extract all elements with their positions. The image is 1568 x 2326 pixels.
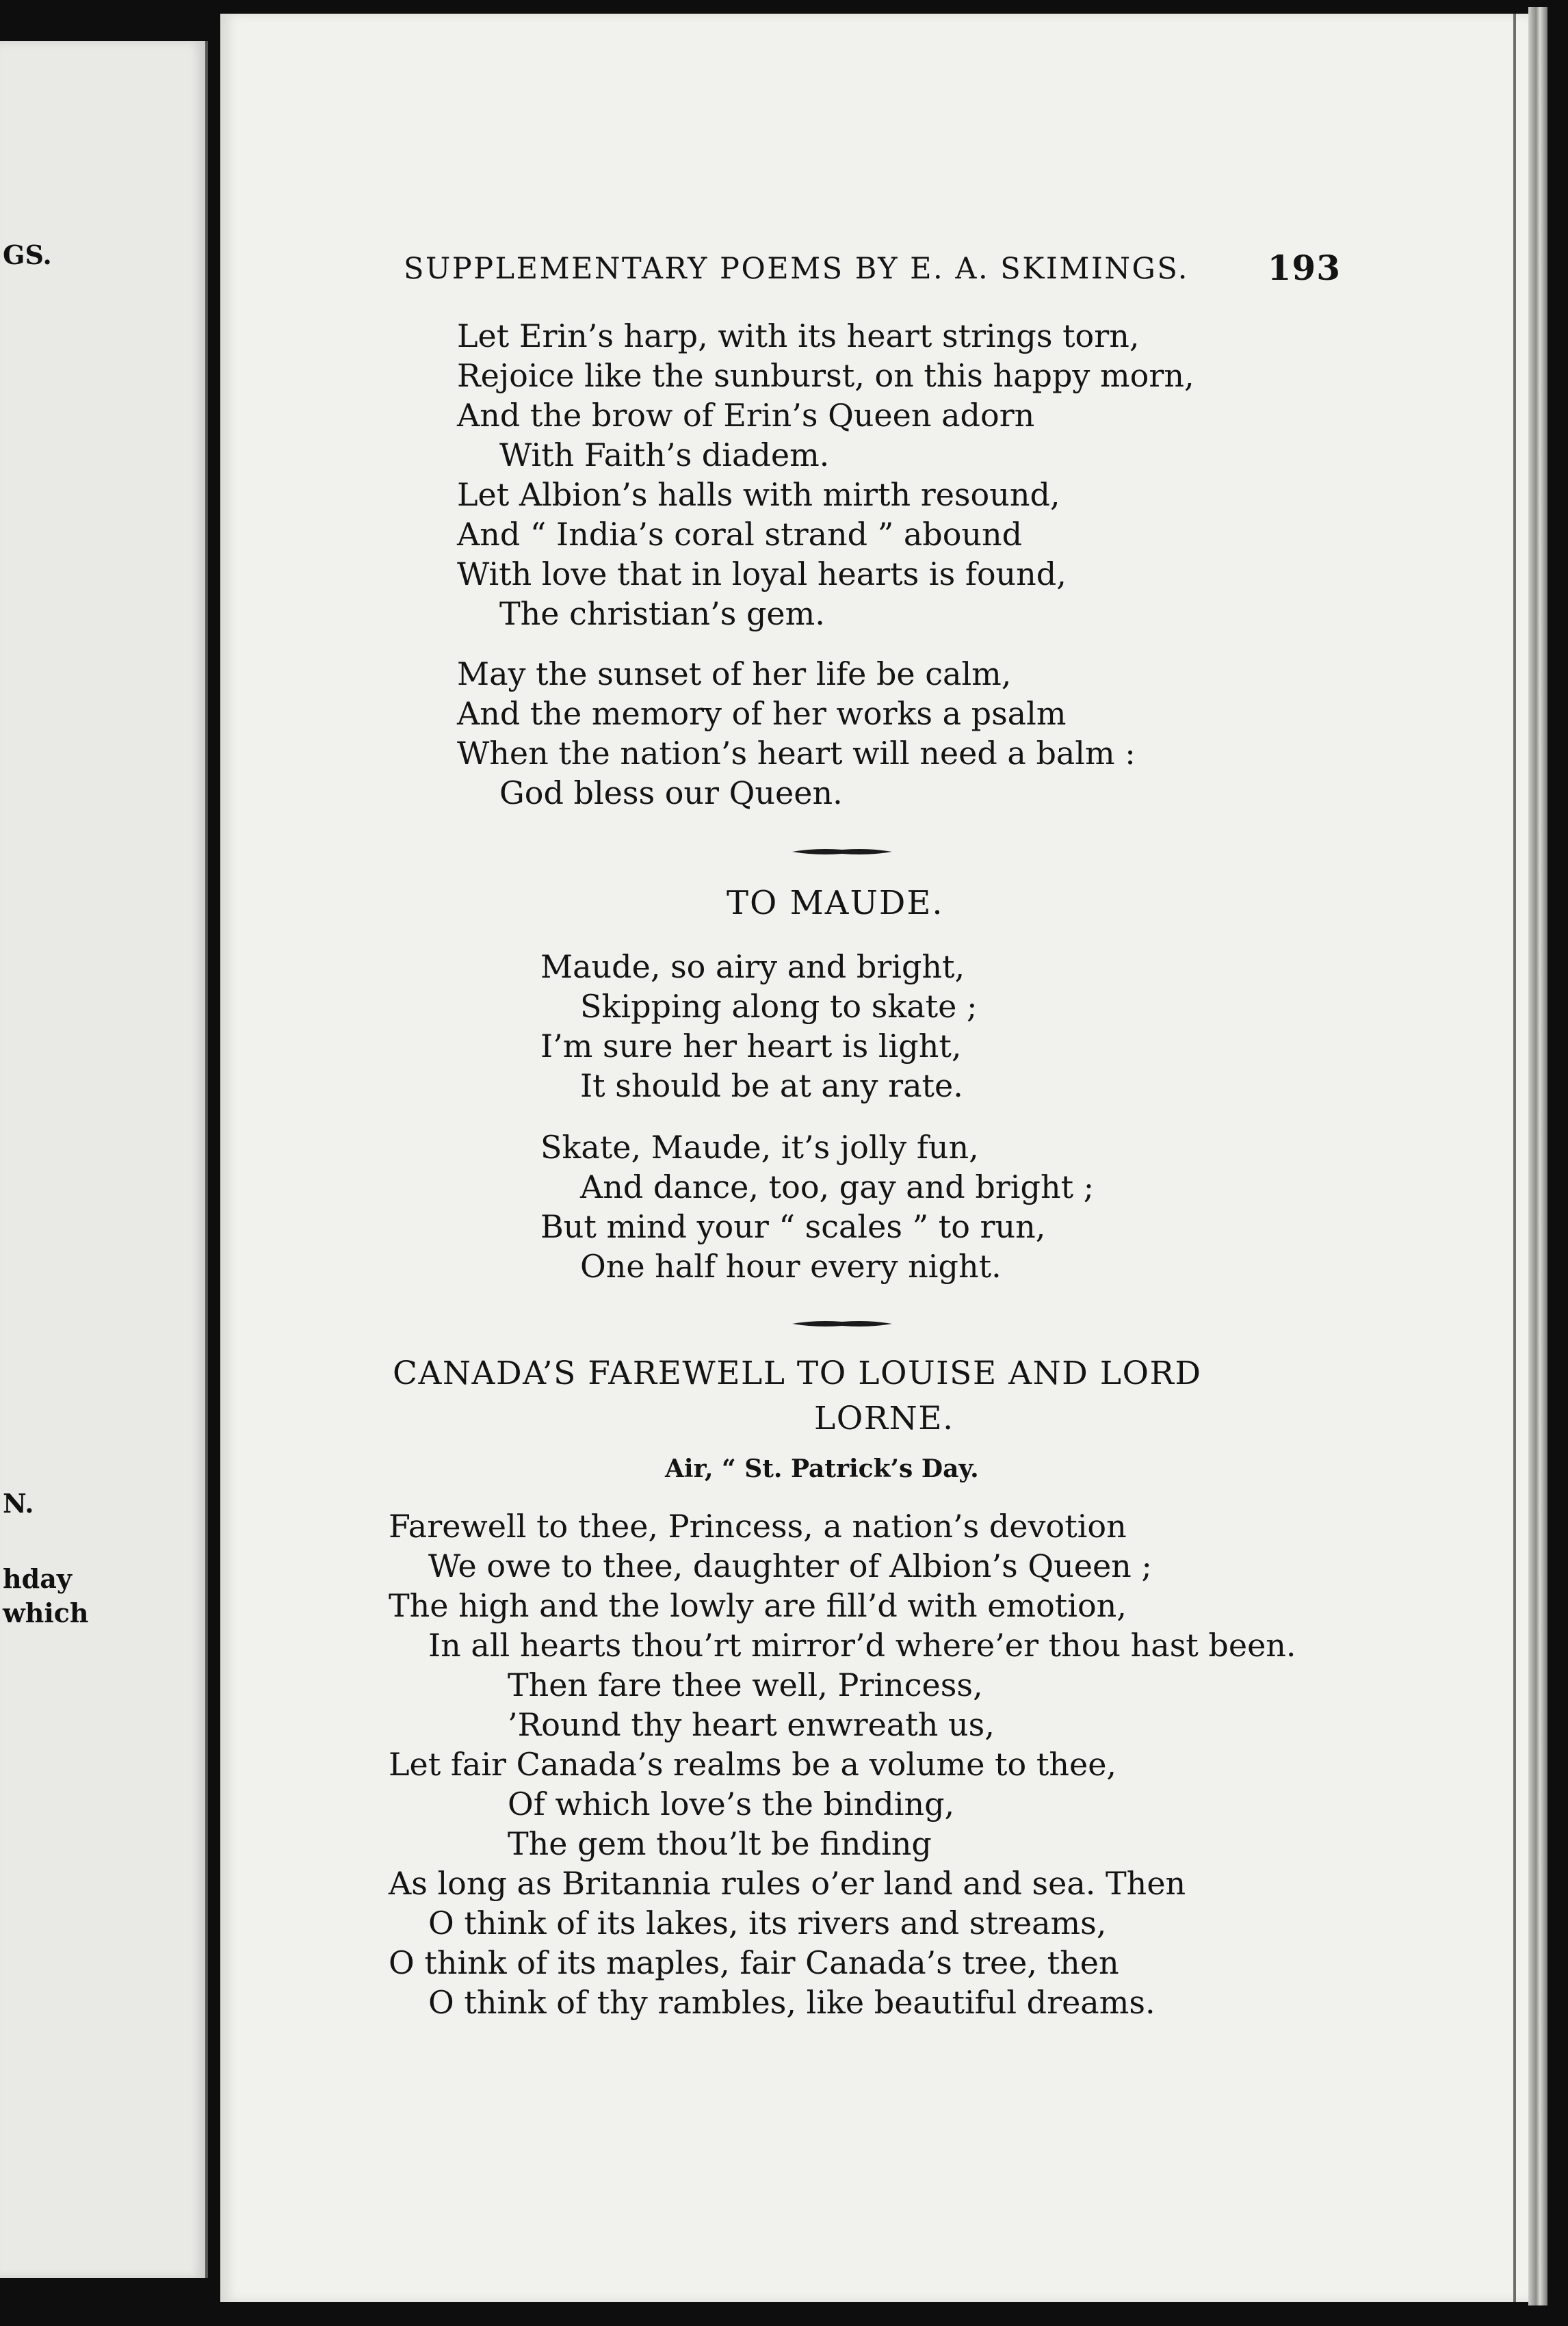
verse-line: God bless our Queen.: [499, 774, 843, 811]
verse-line: May the sunset of her life be calm,: [457, 655, 1012, 692]
verse-line: Maude, so airy and bright,: [540, 948, 965, 985]
verse-line: With love that in loyal hearts is found,: [457, 556, 1067, 592]
facing-page: [0, 41, 208, 2278]
running-header: [404, 248, 1341, 288]
verse-line: Skipping along to skate ;: [580, 988, 978, 1025]
facing-page-fragment: hday: [3, 1563, 72, 1594]
facing-page-fragment: N.: [3, 1488, 34, 1519]
verse-line: In all hearts thou’rt mirror’d where’er thou hast been.: [428, 1627, 1296, 1664]
verse-line: Let Erin’s harp, with its heart strings torn,: [457, 317, 1140, 354]
verse-line: O think of its lakes, its rivers and streams,: [428, 1905, 1107, 1942]
verse-line: ’Round thy heart enwreath us,: [508, 1706, 995, 1743]
verse-line: And the memory of her works a psalm: [457, 695, 1067, 732]
verse-line: When the nation’s heart will need a balm :: [457, 735, 1136, 772]
page-number: 193: [1267, 248, 1341, 288]
verse-line: With Faith’s diadem.: [499, 436, 830, 473]
verse-line: And the brow of Erin’s Queen adorn: [457, 397, 1035, 434]
verse-line: The gem thou’lt be finding: [508, 1825, 932, 1862]
poem-title-continued: LORNE.: [814, 1400, 954, 1437]
facing-page-fragment: GS.: [3, 239, 52, 270]
verse-line: The christian’s gem.: [499, 595, 825, 632]
page-stack-edge: [1528, 7, 1547, 2305]
verse-line: Skate, Maude, it’s jolly fun,: [540, 1129, 979, 1166]
poem-title: TO MAUDE.: [727, 884, 944, 922]
verse-line: O think of thy rambles, like beautiful dreams.: [428, 1984, 1155, 2021]
verse-line: The high and the lowly are fill’d with emotion,: [389, 1587, 1127, 1624]
verse-line: And dance, too, gay and bright ;: [580, 1168, 1095, 1205]
verse-line: Let Albion’s halls with mirth resound,: [457, 476, 1060, 513]
poem-air-note: Air, “ St. Patrick’s Day.: [665, 1454, 979, 1483]
verse-line: Of which love’s the binding,: [508, 1786, 955, 1822]
verse-line: One half hour every night.: [580, 1248, 1002, 1285]
verse-line: O think of its maples, fair Canada’s tree, then: [389, 1944, 1119, 1981]
verse-line: Then fare thee well, Princess,: [508, 1667, 983, 1703]
verse-line: Rejoice like the sunburst, on this happy morn,: [457, 357, 1194, 394]
verse-line: Let fair Canada’s realms be a volume to thee,: [389, 1746, 1117, 1783]
verse-line: Farewell to thee, Princess, a nation’s devotion: [389, 1508, 1127, 1545]
verse-line: It should be at any rate.: [580, 1067, 963, 1104]
facing-page-fragment: which: [3, 1597, 89, 1628]
verse-line: We owe to thee, daughter of Albion’s Queen ;: [428, 1547, 1152, 1584]
running-title: SUPPLEMENTARY POEMS BY E. A. SKIMINGS.: [404, 252, 1189, 286]
verse-line: As long as Britannia rules o’er land and sea. Then: [389, 1865, 1186, 1902]
verse-line: I’m sure her heart is light,: [540, 1028, 962, 1064]
verse-line: But mind your “ scales ” to run,: [540, 1208, 1046, 1245]
page-edge: [1513, 14, 1516, 2302]
verse-line: And “ India’s coral strand ” abound: [457, 516, 1023, 553]
poem-title: CANADA’S FAREWELL TO LOUISE AND LORD: [393, 1355, 1202, 1392]
